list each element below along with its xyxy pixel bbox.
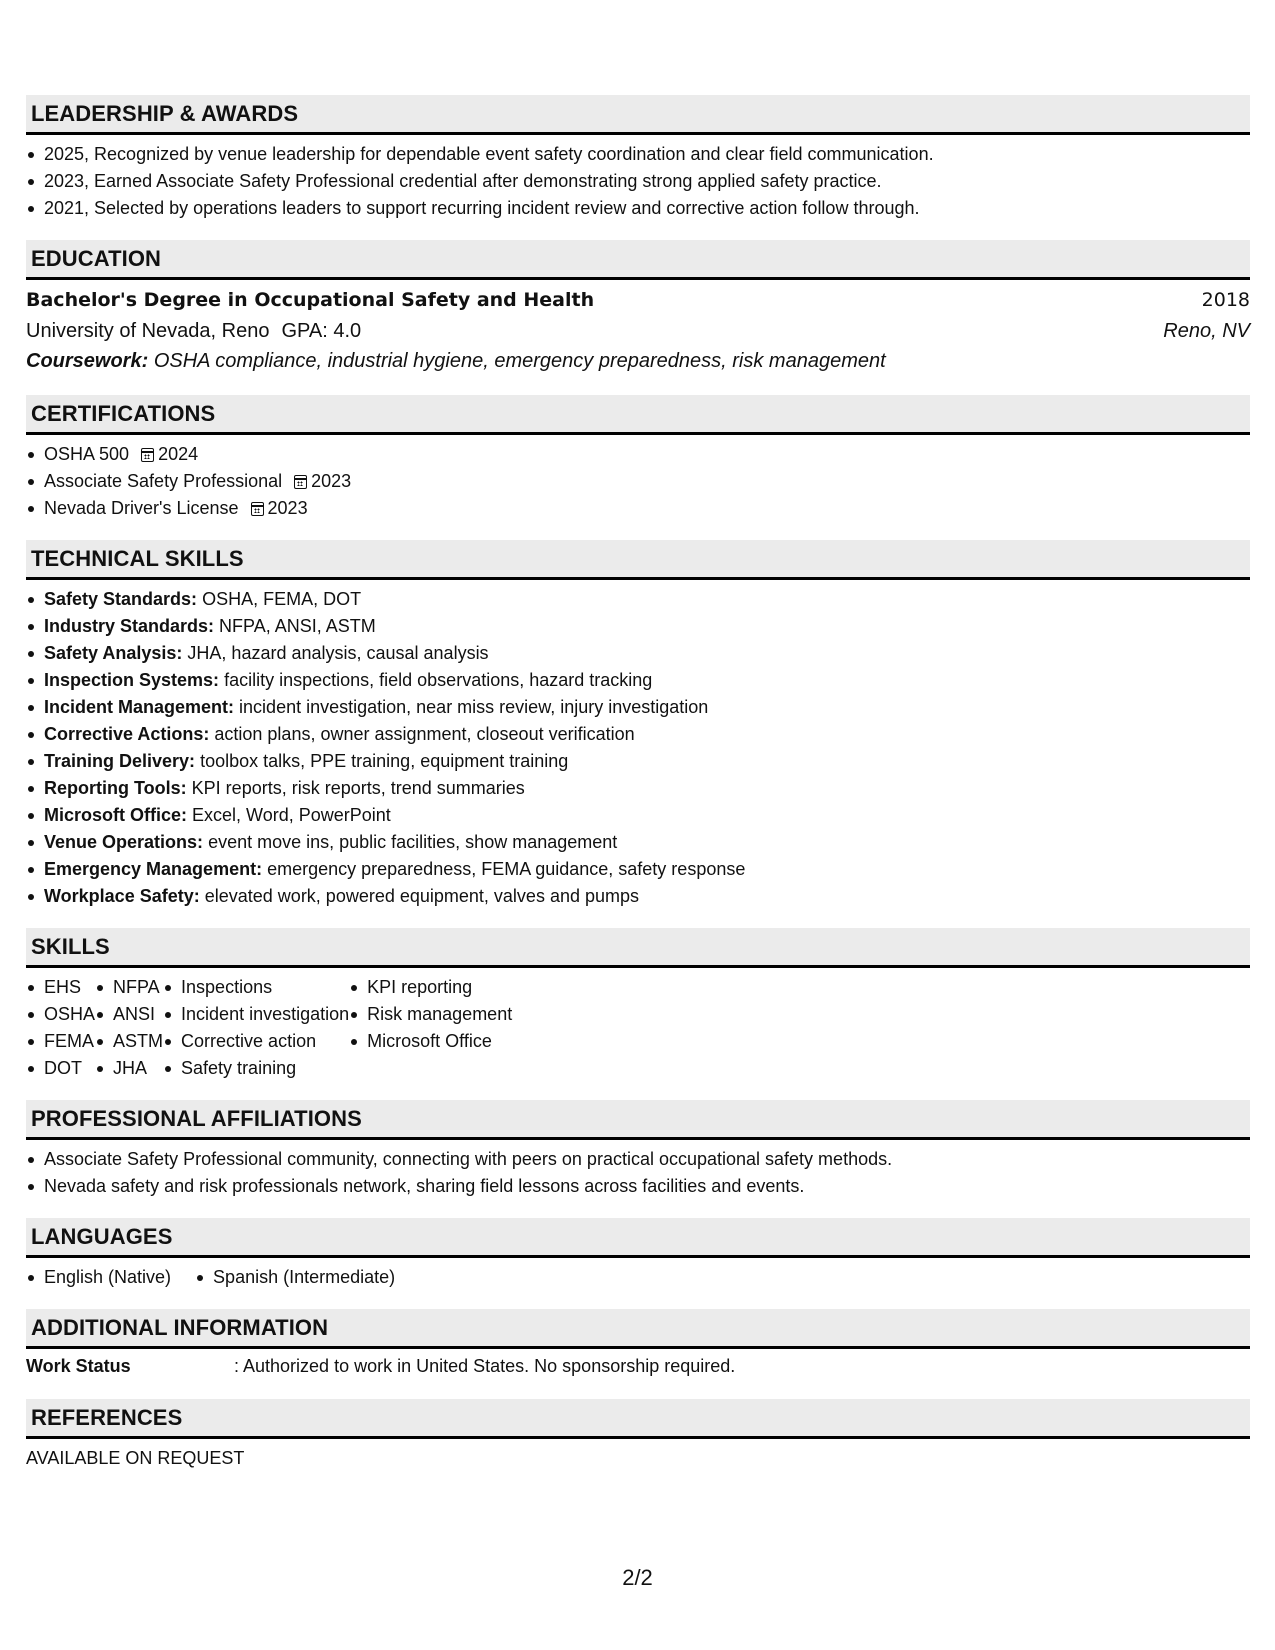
skill-item: Corrective action	[163, 1028, 349, 1055]
technical-skill-item	[26, 694, 1250, 721]
references-section	[26, 1399, 1250, 1473]
skill-item: Incident investigation	[163, 1001, 349, 1028]
skill-item: Inspections	[163, 974, 349, 1001]
skill-item: ANSI	[95, 1001, 163, 1028]
skill-item: OSHA	[26, 1001, 95, 1028]
languages-title: LANGUAGES	[31, 1223, 173, 1249]
skill-values: Excel, Word, PowerPoint	[192, 805, 391, 825]
affiliations-header	[26, 1100, 1250, 1140]
skill-values: OSHA, FEMA, DOT	[202, 589, 362, 609]
technical-skill-item	[26, 721, 1250, 748]
skill-category: Safety Analysis:	[44, 643, 183, 663]
skill-values: KPI reports, risk reports, trend summaries	[191, 778, 525, 798]
certification-item	[26, 468, 1250, 495]
technical-skill-item	[26, 667, 1250, 694]
resume-page	[26, 95, 1250, 1491]
skills-column	[163, 974, 349, 1082]
references-text: AVAILABLE ON REQUEST	[26, 1448, 245, 1468]
calendar-icon	[251, 502, 264, 516]
affiliations-section	[26, 1100, 1250, 1200]
school-line	[26, 316, 361, 346]
skill-values: facility inspections, field observations, hazard tracking	[224, 670, 653, 690]
skill-category: Emergency Management:	[44, 859, 263, 879]
additional-info-title: ADDITIONAL INFORMATION	[31, 1314, 329, 1340]
languages-section	[26, 1218, 1250, 1291]
certification-item	[26, 441, 1250, 468]
languages-header	[26, 1218, 1250, 1258]
school-name: University of Nevada, Reno	[26, 320, 270, 342]
skills-column	[26, 974, 95, 1082]
language-item: Spanish (Intermediate)	[195, 1264, 395, 1291]
technical-skills-title: TECHNICAL SKILLS	[31, 545, 244, 571]
coursework-text: OSHA compliance, industrial hygiene, emergency preparedness, risk management	[153, 350, 886, 372]
graduation-year: 2018	[1201, 289, 1250, 311]
skill-values: elevated work, powered equipment, valves and pumps	[204, 886, 639, 906]
skills-section	[26, 928, 1250, 1082]
work-status-row	[26, 1349, 1250, 1381]
skill-values: toolbox talks, PPE training, equipment training	[200, 751, 569, 771]
technical-skill-item	[26, 586, 1250, 613]
education-section	[26, 240, 1250, 377]
certification-year: 2023	[267, 498, 308, 518]
skill-category: Corrective Actions:	[44, 724, 210, 744]
skills-title: SKILLS	[31, 933, 110, 959]
references-title: REFERENCES	[31, 1404, 183, 1430]
technical-skill-item	[26, 640, 1250, 667]
education-title: EDUCATION	[31, 245, 162, 271]
skill-values: event move ins, public facilities, show management	[208, 832, 618, 852]
page-number: 2/2	[622, 1565, 653, 1590]
leadership-header	[26, 95, 1250, 135]
technical-skills-list	[26, 586, 1250, 910]
leadership-section	[26, 95, 1250, 222]
affiliations-title: PROFESSIONAL AFFILIATIONS	[31, 1105, 362, 1131]
skill-item: KPI reporting	[349, 974, 512, 1001]
leadership-item: 2021, Selected by operations leaders to support recurring incident review and corrective action follow through.	[26, 195, 1250, 222]
skill-category: Safety Standards:	[44, 589, 198, 609]
skill-category: Venue Operations:	[44, 832, 204, 852]
skill-item: ASTM	[95, 1028, 163, 1055]
skill-category: Inspection Systems:	[44, 670, 220, 690]
skill-category: Microsoft Office:	[44, 805, 188, 825]
skill-values: NFPA, ANSI, ASTM	[219, 616, 376, 636]
skills-header	[26, 928, 1250, 968]
education-header	[26, 240, 1250, 280]
skill-category: Reporting Tools:	[44, 778, 187, 798]
leadership-item: 2025, Recognized by venue leadership for dependable event safety coordination and clear field communication.	[26, 141, 1250, 168]
skill-item: EHS	[26, 974, 95, 1001]
skill-values: emergency preparedness, FEMA guidance, safety response	[267, 859, 746, 879]
skill-category: Incident Management:	[44, 697, 235, 717]
skill-category: Industry Standards:	[44, 616, 215, 636]
skill-item: Risk management	[349, 1001, 512, 1028]
skills-grid	[26, 968, 1250, 1082]
skill-item: JHA	[95, 1055, 163, 1082]
skill-category: Workplace Safety:	[44, 886, 200, 906]
skill-item: NFPA	[95, 974, 163, 1001]
language-item: English (Native)	[26, 1264, 171, 1291]
coursework-line	[26, 346, 1250, 377]
leadership-title: LEADERSHIP & AWARDS	[31, 100, 299, 126]
technical-skill-item	[26, 613, 1250, 640]
coursework-label: Coursework:	[26, 350, 149, 372]
skill-item: DOT	[26, 1055, 95, 1082]
calendar-icon	[141, 448, 154, 462]
skill-values: JHA, hazard analysis, causal analysis	[187, 643, 489, 663]
references-header	[26, 1399, 1250, 1439]
certification-year: 2024	[158, 444, 199, 464]
technical-skills-header	[26, 540, 1250, 580]
affiliations-list	[26, 1146, 1250, 1200]
leadership-list	[26, 141, 1250, 222]
skills-column	[95, 974, 163, 1082]
technical-skill-item	[26, 802, 1250, 829]
certification-year: 2023	[311, 471, 352, 491]
languages-list	[26, 1264, 1250, 1291]
skill-item: Microsoft Office	[349, 1028, 512, 1055]
skill-values: incident investigation, near miss review, injury investigation	[239, 697, 709, 717]
technical-skill-item	[26, 883, 1250, 910]
technical-skills-section	[26, 540, 1250, 910]
certifications-title: CERTIFICATIONS	[31, 400, 216, 426]
technical-skill-item	[26, 748, 1250, 775]
leadership-item: 2023, Earned Associate Safety Professional credential after demonstrating strong applied safety practice.	[26, 168, 1250, 195]
technical-skill-item	[26, 856, 1250, 883]
certifications-header	[26, 395, 1250, 435]
gpa: GPA: 4.0	[281, 320, 362, 342]
technical-skill-item	[26, 775, 1250, 802]
additional-info-header	[26, 1309, 1250, 1349]
certifications-section	[26, 395, 1250, 522]
skill-item: Safety training	[163, 1055, 349, 1082]
skill-item: FEMA	[26, 1028, 95, 1055]
certification-name: Nevada Driver's License	[44, 498, 239, 518]
technical-skill-item	[26, 829, 1250, 856]
certification-name: Associate Safety Professional	[44, 471, 283, 491]
work-status-label: Work Status	[26, 1356, 131, 1376]
calendar-icon	[294, 475, 307, 489]
skills-column	[349, 974, 512, 1082]
certification-name: OSHA 500	[44, 444, 130, 464]
school-location: Reno, NV	[1163, 320, 1250, 342]
work-status-value: : Authorized to work in United States. No sponsorship required.	[234, 1356, 736, 1376]
certification-item	[26, 495, 1250, 522]
skill-category: Training Delivery:	[44, 751, 196, 771]
skill-values: action plans, owner assignment, closeout verification	[214, 724, 635, 744]
additional-info-section	[26, 1309, 1250, 1381]
affiliation-item: Nevada safety and risk professionals network, sharing field lessons across facilities and events.	[26, 1173, 1250, 1200]
degree-title: Bachelor's Degree in Occupational Safety and Health	[26, 289, 595, 311]
affiliation-item: Associate Safety Professional community, connecting with peers on practical occupational safety methods.	[26, 1146, 1250, 1173]
certifications-list	[26, 441, 1250, 522]
